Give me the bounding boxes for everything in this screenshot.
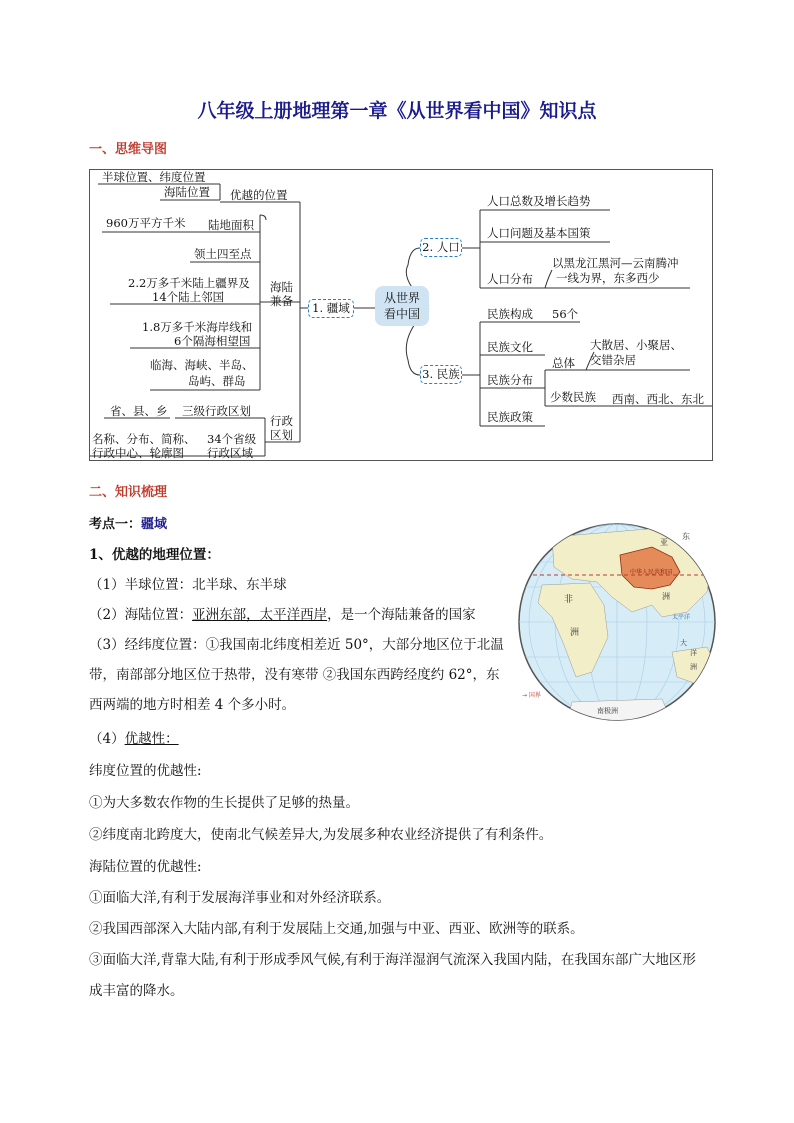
mm-sea-land-a: 海陆 (270, 280, 293, 294)
line-sea-advantage: 海陆位置的优越性: (89, 859, 202, 875)
mm-superior-position: 优越的位置 (230, 188, 288, 202)
line-sea-land-post: ，是一个海陆兼备的国家 (327, 607, 476, 623)
mm-eth-minority-regions: 西南、西北、东北 (612, 392, 704, 406)
mm-eth-distribution: 民族分布 (487, 373, 533, 387)
mm-pop-issues: 人口问题及基本国策 (487, 226, 591, 240)
mm-center (375, 286, 429, 326)
mm-land-area: 陆地面积 (208, 218, 254, 232)
mm-seas-b: 岛屿、群岛 (188, 374, 246, 388)
mm-eth-overall: 总体 (552, 356, 575, 370)
globe-label-asia-2: 洲 (662, 592, 670, 601)
globe-label-aus-1: 大 (680, 639, 687, 647)
mm-eth-policy: 民族政策 (487, 410, 533, 424)
mm-sea-land-position: 海陆位置 (164, 185, 210, 199)
mind-map (89, 169, 713, 461)
mm-pop-line-b: 一线为界，东多西少 (556, 271, 660, 285)
mm-admin-a: 行政 (270, 414, 293, 428)
globe-map (512, 517, 722, 727)
globe-legend: → 国界 (522, 692, 541, 699)
line-advantage-pre: （4） (89, 731, 125, 747)
line-hemisphere: （1）半球位置：北半球、东半球 (89, 577, 287, 593)
mm-sea-land-b: 兼备 (270, 294, 293, 308)
land-antarctica (567, 699, 672, 722)
line-advantage (89, 727, 179, 747)
globe-label-aus-2: 洋 (690, 649, 697, 657)
mm-branch-population: 2. 人口 (420, 238, 462, 257)
mm-eth-56: 56个 (552, 307, 579, 321)
mm-pop-line-a: 以黑龙江黑河—云南腾冲 (552, 256, 679, 270)
globe-label-pacific: 太平洋 (672, 614, 691, 621)
mm-area-value: 960万平方千米 (106, 216, 186, 230)
kp1-label: 考点一： (89, 517, 142, 532)
mm-three-level: 三级行政区划 (182, 404, 251, 418)
section-knowledge-heading: 二、知识梳理 (89, 485, 168, 500)
line-lat-adv-2: ②纬度南北跨度大，使南北气候差异大,为发展多种农业经济提供了有利条件。 (89, 827, 553, 843)
mm-coast-b: 6个隔海相望国 (174, 334, 251, 348)
line-sea-adv-3a: ③面临大洋,背靠大陆,有利于形成季风气候,有利于海洋湿润气流深入我国内陆，在我国东部广大地区形 (89, 952, 696, 968)
mm-seas-a: 临海、海峡、半岛、 (150, 358, 254, 372)
globe-label-aus-3: 洲 (690, 663, 697, 671)
mm-admin-b: 区划 (270, 428, 293, 442)
mm-eth-overall-a: 大散居、小聚居、 (590, 338, 682, 352)
line-sea-land-pre: （2）海陆位置： (89, 607, 193, 623)
mm-eth-culture: 民族文化 (487, 340, 533, 354)
section-mindmap-heading: 一、思维导图 (89, 142, 168, 157)
kp1-name: 疆域 (141, 517, 168, 532)
mm-branch-ethnic: 3. 民族 (420, 365, 462, 384)
globe-label-asia-1: 亚 (660, 538, 668, 547)
h1-superior-location: 1、优越的地理位置： (89, 547, 220, 563)
kp1-heading (89, 513, 167, 532)
line-latlon-2: 带，南部部分地区位于热带，没有寒带 ②我国东西跨经度约 62°，东 (89, 667, 500, 683)
mm-names-b: 行政中心、轮廓图 (92, 446, 184, 460)
line-latlon-3: 西两端的地方时相差 4 个多小时。 (89, 697, 296, 713)
mm-eth-minority: 少数民族 (550, 390, 596, 404)
line-sea-adv-2: ②我国西部深入大陆内部,有利于发展陆上交通,加强与中亚、西亚、欧洲等的联系。 (89, 921, 584, 937)
mm-center-line2: 看中国 (383, 307, 420, 321)
mm-land-border-b: 14个陆上邻国 (152, 290, 225, 304)
mm-land-border-a: 2.2万多千米陆上疆界及 (128, 276, 250, 290)
line-latlon-1: （3）经纬度位置：①我国南北纬度相差近 50°，大部分地区位于北温 (89, 637, 504, 653)
line-lat-adv-1: ①为大多数农作物的生长提供了足够的热量。 (89, 795, 359, 811)
mm-eth-composition: 民族构成 (487, 307, 533, 321)
mm-pop-total: 人口总数及增长趋势 (487, 194, 591, 208)
line-advantage-underlined: 优越性： (124, 731, 179, 747)
mm-hemisphere-lat: 半球位置、纬度位置 (102, 170, 206, 184)
line-sea-adv-3b: 成丰富的降水。 (89, 983, 184, 999)
globe-label-africa-1: 非 (564, 595, 574, 605)
mm-names-a: 名称、分布、简称、 (92, 432, 196, 446)
mm-34-prov-a: 34个省级 (207, 432, 257, 446)
mm-34-prov-b: 行政区域 (207, 446, 253, 460)
mm-coast-a: 1.8万多千米海岸线和 (142, 320, 253, 334)
line-lat-advantage: 纬度位置的优越性: (89, 763, 202, 779)
globe-label-east: 东 (682, 532, 690, 541)
line-sea-land-underlined: 亚洲东部，太平洋西岸 (192, 607, 328, 623)
globe-label-africa-2: 洲 (570, 628, 580, 638)
mm-prov-county: 省、县、乡 (110, 404, 168, 418)
mm-center-line1: 从世界 (383, 291, 420, 305)
page-title: 八年级上册地理第一章《从世界看中国》知识点 (197, 100, 597, 122)
mm-eth-overall-b: 交错杂居 (590, 353, 636, 367)
line-sea-adv-1: ①面临大洋,有利于发展海洋事业和对外经济联系。 (89, 890, 391, 906)
line-sea-land (89, 603, 476, 623)
mm-pop-distribution: 人口分布 (487, 272, 533, 286)
globe-label-china: 中华人民共和国 (630, 569, 673, 576)
mm-branch-territory: 1. 疆域 (308, 299, 354, 318)
globe-label-antarctica: 南极洲 (597, 707, 618, 715)
mm-extreme-points: 领土四至点 (194, 247, 252, 261)
